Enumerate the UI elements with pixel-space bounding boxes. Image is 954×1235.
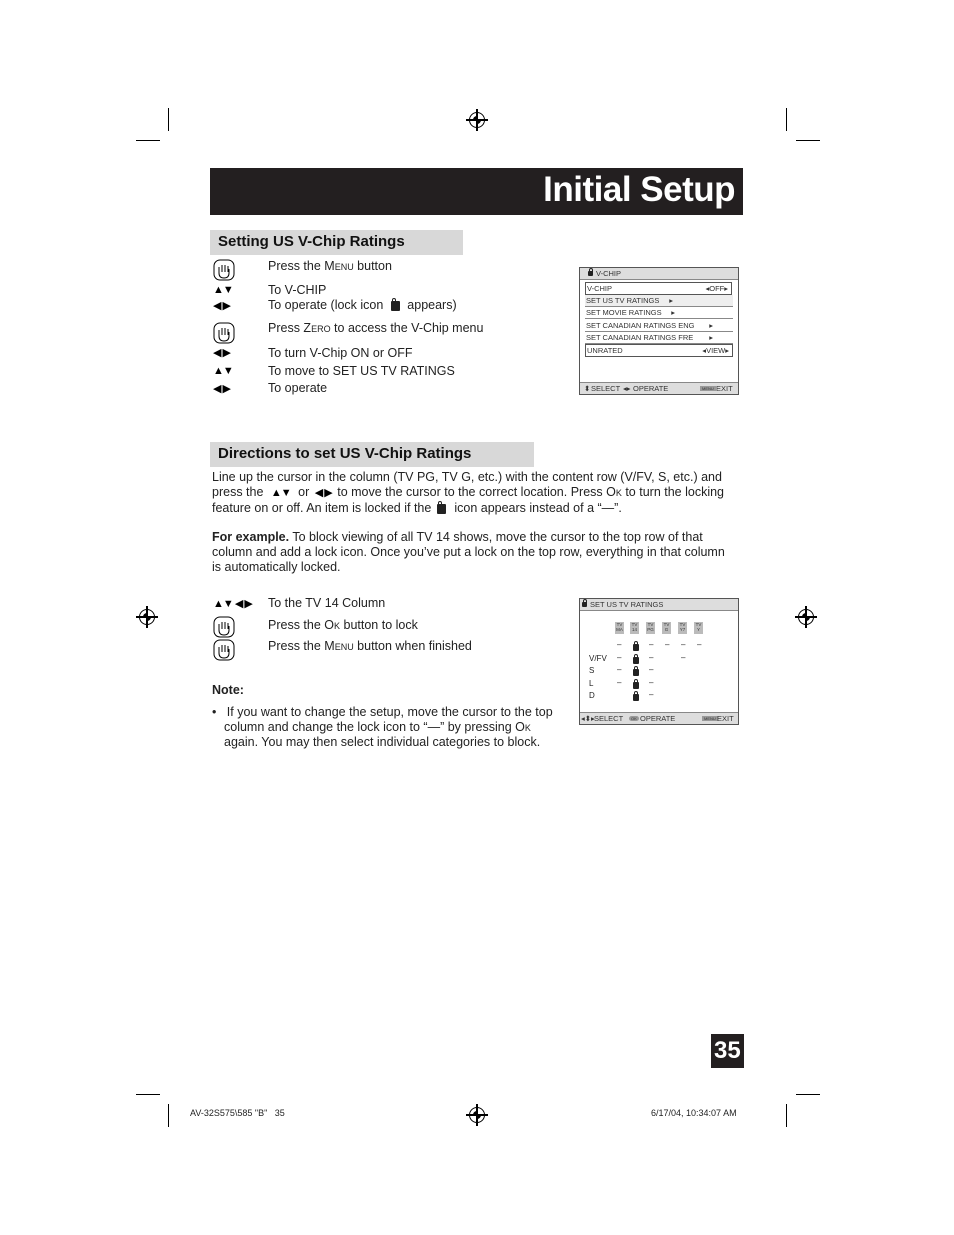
rating-column-header: TV Y [695, 622, 702, 632]
title-banner [210, 168, 743, 215]
crop-mark [786, 108, 787, 131]
registration-mark-icon [469, 112, 485, 128]
step-text: To V-CHIP [268, 283, 327, 297]
osd-title: V-CHIP [596, 269, 622, 278]
osd-menu-item: SET US TV RATINGS ▸ [585, 295, 733, 307]
lock-icon [633, 657, 639, 664]
section-heading [210, 442, 534, 467]
crop-mark [168, 108, 169, 131]
rating-column-header: TV MA [616, 622, 623, 632]
rating-cell: – [681, 653, 686, 662]
osd-footer: ◂⬍▸ SELECT OK OPERATE MENU EXIT [580, 712, 738, 724]
rating-column-header: TV G [663, 622, 670, 632]
press-button-hand-icon [213, 616, 235, 638]
note-text: • If you want to change the setup, move the cursor to the top column and change the lock icon to “—” by pressing Ok again. You may then select individual categories to block. [212, 705, 553, 749]
rating-row-label: S [589, 666, 595, 675]
menu-key-icon: MENU [702, 386, 714, 391]
example-paragraph: For example. To block viewing of all TV 14 shows, move the cursor to the top row of that column and add a lock icon. Once you’ve put a lock on the top row, everything in that column is automatically locked. [212, 530, 725, 574]
rating-cell: – [697, 640, 702, 649]
up-down-arrow-icon: ▲▼ [213, 284, 233, 296]
osd-menu-item: SET MOVIE RATINGS ▸ [585, 307, 733, 319]
rating-cell: – [617, 678, 622, 687]
menu-key-icon: MENU [704, 716, 716, 721]
up-down-arrow-icon: ▲▼ [270, 487, 291, 499]
lock-icon [633, 694, 639, 701]
rating-cell: – [681, 640, 686, 649]
lock-icon [391, 301, 400, 311]
crop-mark [168, 1104, 169, 1127]
left-right-arrow-icon: ◂▸ [623, 384, 631, 393]
step-text: To operate [268, 381, 328, 395]
section-heading [210, 230, 463, 255]
osd-menu-item: SET CANADIAN RATINGS FRE ▸ [585, 332, 733, 344]
rating-row-label: V/FV [589, 654, 607, 663]
rating-column-header: TV PG [647, 622, 654, 632]
osd-menu-item: UNRATED ◂VIEW▸ [585, 344, 733, 357]
page-number-badge [711, 1034, 744, 1068]
lock-icon [588, 271, 593, 276]
crop-mark [136, 1094, 160, 1095]
step-text: To turn V-Chip ON or OFF [268, 346, 413, 360]
up-down-arrow-icon: ⬍ [584, 384, 591, 393]
vchip-menu-screen [579, 267, 739, 395]
rating-cell: – [617, 653, 622, 662]
press-button-hand-icon [213, 639, 235, 661]
rating-cell: – [617, 665, 622, 674]
rating-cell: – [649, 690, 654, 699]
rating-column-header: TV 14 [631, 622, 638, 632]
osd-menu-item: V-CHIP ◂OFF▸ [585, 282, 732, 295]
rating-cell: – [649, 640, 654, 649]
osd-menu-item: SET CANADIAN RATINGS ENG ▸ [585, 320, 733, 332]
osd-footer: ⬍ SELECT ◂▸ OPERATE MENU EXIT [580, 382, 738, 394]
registration-mark-icon [469, 1107, 485, 1123]
instruction-paragraph: Line up the cursor in the column (TV PG, TV G, etc.) with the content row (V/FV, S, etc.) and press the ▲▼ or ◀ ▶ to move the cursor to the correct location. Press Ok to turn the locking feature on or off. An item is locked if the icon appears instead of a “—”. [212, 470, 725, 515]
osd-header [580, 268, 738, 280]
left-right-arrow-icon: ◀ ▶ [213, 347, 230, 359]
registration-mark-icon [139, 609, 155, 625]
crop-mark [136, 140, 160, 141]
left-right-arrow-icon: ◀ ▶ [213, 300, 230, 312]
step-text: Press the Menu button [268, 259, 392, 273]
page-number: 35 [714, 1037, 741, 1064]
crop-mark [796, 1094, 820, 1095]
step-text: Press the Ok button to lock [268, 618, 418, 632]
footer-file-info: AV-32S575\585 "B" 35 [190, 1108, 285, 1118]
lock-icon [582, 602, 587, 607]
rating-cell: – [649, 653, 654, 662]
lock-icon [633, 644, 639, 651]
lock-icon [633, 682, 639, 689]
rating-cell: – [665, 640, 670, 649]
left-right-arrow-icon: ◀ ▶ [213, 383, 230, 395]
rating-column-header: TV Y7 [679, 622, 686, 632]
press-button-hand-icon [213, 259, 235, 281]
step-text: To move to SET US TV RATINGS [268, 364, 455, 378]
section-heading-text: Directions to set US V-Chip Ratings [218, 445, 472, 462]
rating-cell: – [617, 640, 622, 649]
step-text: To operate (lock icon appears) [268, 298, 457, 312]
osd-header [580, 599, 738, 611]
up-down-arrow-icon: ▲▼ [213, 365, 233, 377]
page-title: Initial Setup [543, 170, 735, 209]
left-right-arrow-icon: ◀ ▶ [314, 487, 332, 499]
tv-ratings-screen [579, 598, 739, 725]
step-text: To the TV 14 Column [268, 596, 386, 610]
registration-mark-icon [798, 609, 814, 625]
footer-timestamp: 6/17/04, 10:34:07 AM [651, 1108, 737, 1118]
lock-icon [633, 669, 639, 676]
press-button-hand-icon [213, 322, 235, 344]
osd-title: SET US TV RATINGS [590, 600, 664, 609]
rating-row-label: L [589, 679, 594, 688]
step-text: Press Zero to access the V-Chip menu [268, 321, 484, 335]
rating-cell: – [649, 665, 654, 674]
direction-arrows-icon: ▲▼ ◀ ▶ [213, 598, 252, 610]
lock-icon [437, 504, 446, 514]
note-label: Note: [212, 683, 244, 697]
ok-key-icon: OK [631, 716, 637, 721]
rating-cell: – [649, 678, 654, 687]
step-text: Press the Menu button when finished [268, 639, 472, 653]
section-heading-text: Setting US V-Chip Ratings [218, 233, 405, 250]
crop-mark [796, 140, 820, 141]
direction-arrows-icon: ◂⬍▸ [581, 714, 595, 723]
rating-row-label: D [589, 691, 595, 700]
crop-mark [786, 1104, 787, 1127]
